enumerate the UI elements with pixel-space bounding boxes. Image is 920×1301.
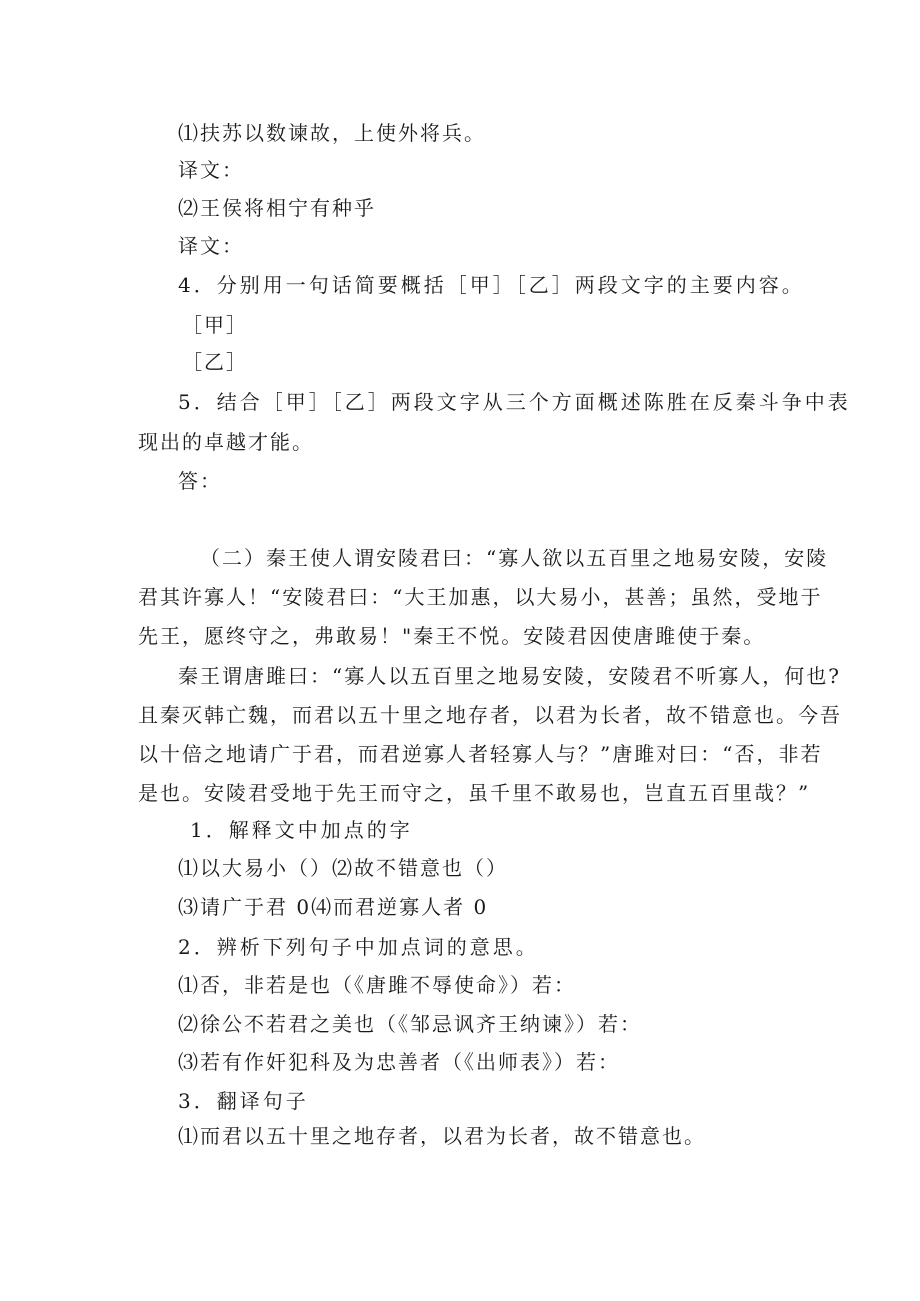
question-1-items-a: ⑴以大易小（）⑵故不错意也（）: [178, 856, 508, 880]
question-3-heading: 3．翻译句子: [178, 1089, 309, 1113]
question-2-item-c: ⑶若有作奸犯科及为忠善者（《出师表》）若：: [178, 1050, 620, 1074]
question-4-yi-label: ［乙］: [182, 350, 248, 374]
question-2-item-b: ⑵徐公不若君之美也（《邹忌讽齐王纳谏》）若：: [178, 1012, 642, 1036]
question-5-line-2: 现出的卓越才能。: [138, 430, 314, 454]
question-2-heading: 2．辨析下列句子中加点词的意思。: [178, 935, 539, 959]
question-1-heading: 1．解释文中加点的字: [190, 818, 413, 842]
translation-label-1: 译文：: [178, 158, 244, 182]
question-1-items-b: ⑶请广于君 0⑷而君逆寡人者 0: [178, 895, 489, 919]
question-4: 4．分别用一句话简要概括［甲］［乙］两段文字的主要内容。: [178, 273, 805, 297]
question-3-sentence-2: ⑵王侯将相宁有种乎: [178, 196, 376, 220]
passage-paragraph-1-line-2: 君其许寡人！“安陵君曰：“大王加惠，以大易小，甚善；虽然，受地于: [138, 585, 823, 609]
question-4-jia-label: ［甲］: [182, 313, 248, 337]
passage-paragraph-1-line-1: （二）秦王使人谓安陵君曰：“寡人欲以五百里之地易安陵，安陵: [200, 546, 829, 570]
question-5-line-1: 5．结合［甲］［乙］两段文字从三个方面概述陈胜在反秦斗争中表: [178, 390, 851, 414]
question-3-item-a: ⑴而君以五十里之地存者，以君为长者，故不错意也。: [178, 1124, 706, 1148]
passage-paragraph-2-line-4: 是也。安陵君受地于先王而守之，虽千里不敢易也，岂直五百里哉？”: [138, 781, 811, 805]
passage-paragraph-2-line-2: 且秦灭韩亡魏，而君以五十里之地存者，以君为长者，故不错意也。今吾: [138, 703, 842, 727]
question-2-item-a: ⑴否，非若是也（《唐雎不辱使命》）若：: [178, 973, 576, 997]
answer-label: 答：: [178, 469, 222, 493]
passage-paragraph-1-line-3: 先王，愿终守之，弗敢易！"秦王不悦。安陵君因使唐雎使于秦。: [138, 624, 766, 648]
question-3-sentence-1: ⑴扶苏以数谏故，上使外将兵。: [178, 121, 486, 145]
translation-label-2: 译文：: [178, 234, 244, 258]
passage-paragraph-2-line-1: 秦王谓唐雎曰：“寡人以五百里之地易安陵，安陵君不听寡人，何也?: [178, 664, 841, 688]
passage-paragraph-2-line-3: 以十倍之地请广于君，而君逆寡人者轻寡人与？”唐雎对曰：“否，非若: [138, 742, 823, 766]
